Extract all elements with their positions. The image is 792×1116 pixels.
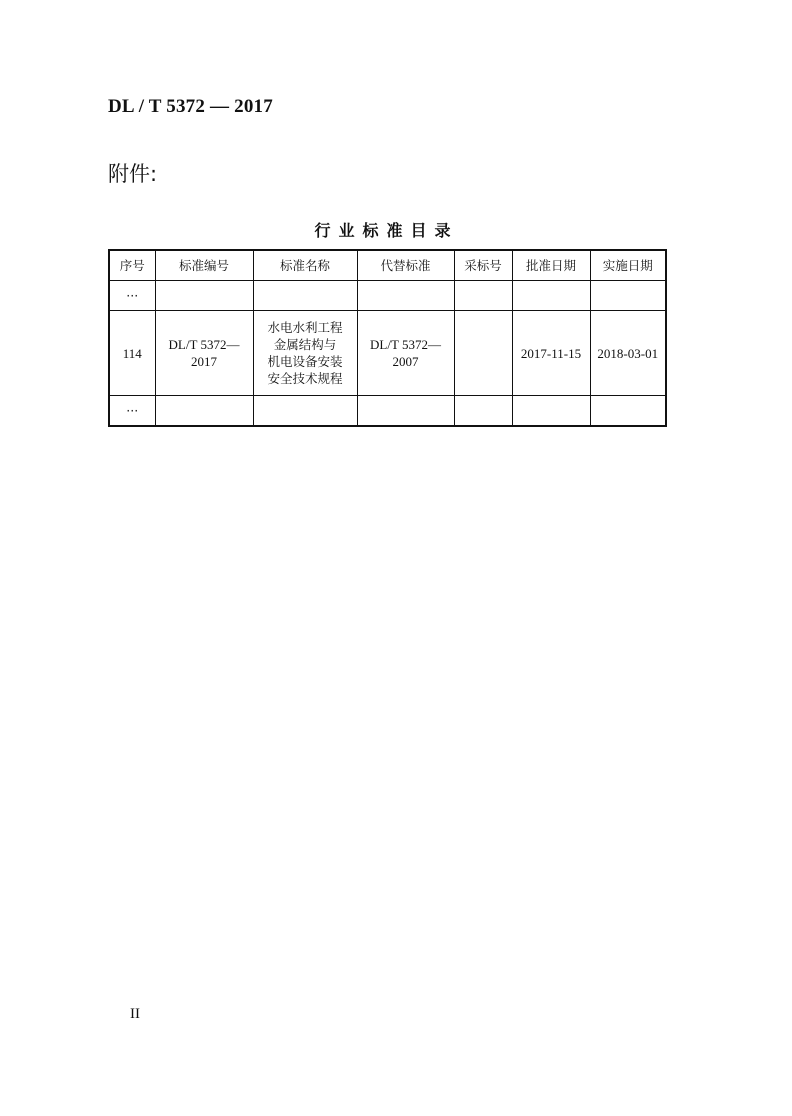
empty-cell	[590, 396, 666, 427]
standard-number-line: 2017	[191, 354, 217, 369]
ellipsis-cell: ···	[109, 396, 155, 427]
standard-name-line: 安全技术规程	[267, 371, 343, 386]
table-row	[109, 311, 666, 396]
empty-cell	[512, 281, 590, 311]
replaces-cell	[357, 311, 454, 396]
table-header-row	[109, 250, 666, 281]
seq-cell: 114	[109, 311, 155, 396]
empty-cell	[155, 396, 253, 427]
table-title: 行业标准目录	[314, 221, 459, 240]
col-header-adopted-number: 采标号	[454, 250, 512, 281]
replaces-line: DL/T 5372—	[370, 337, 441, 352]
empty-cell	[155, 281, 253, 311]
page-number: II	[130, 1006, 140, 1022]
standard-number-cell	[155, 311, 253, 396]
adopted-number-cell	[454, 311, 512, 396]
standard-number-line: DL/T 5372—	[168, 337, 240, 352]
standard-name-cell	[253, 311, 357, 396]
attachment-label: 附件:	[108, 162, 158, 186]
table-row	[109, 281, 666, 311]
standard-name-line: 机电设备安装	[267, 354, 343, 369]
standard-name-line: 金属结构与	[273, 337, 337, 352]
standards-catalog-table	[108, 249, 667, 427]
empty-cell	[512, 396, 590, 427]
col-header-effective-date: 实施日期	[590, 250, 666, 281]
col-header-approval-date: 批准日期	[512, 250, 590, 281]
col-header-replaces: 代替标准	[357, 250, 454, 281]
document-code: DL / T 5372 — 2017	[108, 96, 273, 117]
empty-cell	[454, 281, 512, 311]
table-row	[109, 396, 666, 427]
empty-cell	[253, 281, 357, 311]
empty-cell	[454, 396, 512, 427]
col-header-standard-name: 标准名称	[253, 250, 357, 281]
empty-cell	[253, 396, 357, 427]
empty-cell	[357, 396, 454, 427]
empty-cell	[590, 281, 666, 311]
col-header-seq: 序号	[109, 250, 155, 281]
ellipsis-cell: ···	[109, 281, 155, 311]
replaces-line: 2007	[392, 354, 419, 369]
approval-date-cell: 2017-11-15	[512, 311, 590, 396]
standard-name-line: 水电水利工程	[267, 320, 343, 335]
effective-date-cell: 2018-03-01	[590, 311, 666, 396]
empty-cell	[357, 281, 454, 311]
col-header-standard-number: 标准编号	[155, 250, 253, 281]
